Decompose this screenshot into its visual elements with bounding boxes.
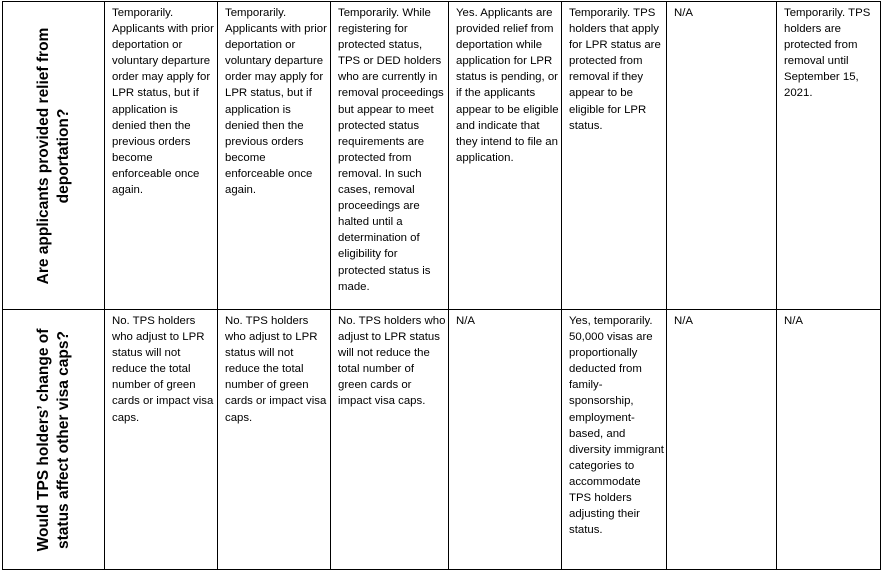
- cell-text: Temporarily. Applicants with prior deportation or voluntary departure order may apply for LPR status, but if application is denied then the previous orders become enforceable once again.: [225, 7, 327, 197]
- cell-text: Temporarily. While registering for protected status, TPS or DED holders who are currently in removal proceedings but appear to meet protected status requirements are protected from removal. In such cases, removal proceedings are halted until a determination of eligibility for protected status is made.: [338, 7, 444, 293]
- cell-text: No. TPS holders who adjust to LPR status will not reduce the total number of green cards or impact visa caps.: [112, 315, 214, 424]
- cell-text: No. TPS holders who adjust to LPR status will not reduce the total number of green cards or impact visa caps.: [338, 315, 446, 408]
- row-header-text: Are applicants provided relief from deportation?: [34, 27, 72, 284]
- table-cell: [105, 2, 218, 310]
- table-row-visa-caps: [3, 310, 881, 570]
- cell-text: Temporarily. TPS holders are protected from removal until September 15, 2021.: [784, 7, 871, 100]
- table-cell: [777, 2, 881, 310]
- cell-text: Temporarily. TPS holders that apply for LPR status are protected from removal if they appear to be eligible for LPR status.: [569, 7, 661, 132]
- comparison-table: [2, 1, 881, 570]
- cell-text: Yes. Applicants are provided relief from deportation while application for LPR status is pending, or if the applicants appear to be eligible and indicate that they intend to file an application.: [456, 7, 559, 164]
- cell-text: No. TPS holders who adjust to LPR status will not reduce the total number of green cards or impact visa caps.: [225, 315, 327, 424]
- table-row-deportation-relief: [3, 2, 881, 310]
- row-header-deportation-relief: [3, 2, 105, 310]
- cell-text: N/A: [456, 315, 475, 327]
- table-cell: [449, 2, 562, 310]
- cell-text: Yes, temporarily. 50,000 visas are proportionally deducted from family-sponsorship, employment-based, and diversity immigrant categories to accommodate TPS holders adjusting their status.: [569, 315, 664, 537]
- table-cell: [449, 310, 562, 570]
- table-cell: [777, 310, 881, 570]
- table-cell: [331, 2, 449, 310]
- row-header-visa-caps: [3, 310, 105, 570]
- table-cell: [562, 2, 667, 310]
- table-cell: [218, 2, 331, 310]
- table-cell: [105, 310, 218, 570]
- table-cell: [667, 310, 777, 570]
- table-cell: [331, 310, 449, 570]
- table-cell: [667, 2, 777, 310]
- cell-text: Temporarily. Applicants with prior deportation or voluntary departure order may apply for LPR status, but if application is denied then the previous orders become enforceable once again.: [112, 7, 214, 197]
- table-cell: [562, 310, 667, 570]
- table-cell: [218, 310, 331, 570]
- row-header-text: Would TPS holders’ change of status affect other visa caps?: [34, 328, 72, 551]
- cell-text: N/A: [784, 315, 803, 327]
- cell-text: N/A: [674, 315, 693, 327]
- cell-text: N/A: [674, 7, 693, 19]
